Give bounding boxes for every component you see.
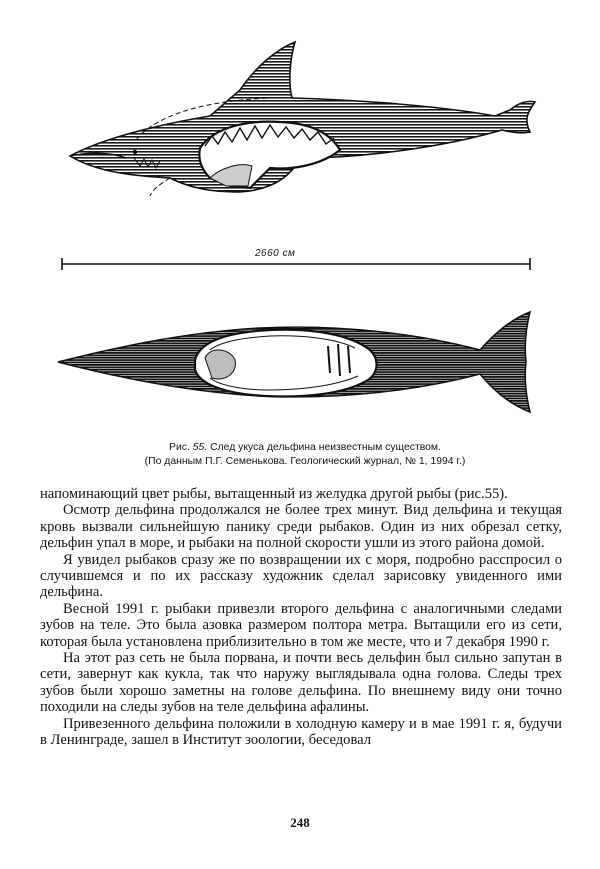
paragraph: Я увидел рыбаков сразу же по возвращении их с моря, подробно расспросил о случившемся и по их рассказу художник сделал зарисовку увиденного ими дельфина. bbox=[40, 551, 562, 601]
caption-title: След укуса дельфина неизвестным существом. bbox=[210, 442, 441, 453]
caption-source: (По данным П.Г. Семенькова. Геологический журнал, № 1, 1994 г.) bbox=[144, 456, 466, 467]
scale-label: 2660 см bbox=[255, 248, 296, 259]
scale-bar bbox=[62, 258, 530, 270]
dolphin-side-view bbox=[70, 42, 535, 196]
figure-55 bbox=[40, 28, 570, 438]
paragraph: Привезенного дельфина положили в холодную камеру и в мае 1991 г. я, будучи в Ленинграде, зашел в Институт зоологии, беседовал bbox=[40, 715, 562, 749]
caption-title-line bbox=[40, 441, 570, 455]
body-text bbox=[40, 486, 562, 749]
figure-caption bbox=[40, 441, 570, 469]
dolphin-illustration bbox=[40, 28, 570, 438]
caption-prefix: Рис. bbox=[169, 442, 190, 453]
page-number: 248 bbox=[290, 815, 310, 830]
paragraph: напоминающий цвет рыбы, вытащенный из желудка другой рыбы (рис.55). bbox=[40, 486, 508, 502]
caption-number: 55. bbox=[192, 442, 208, 453]
paragraph: Осмотр дельфина продолжался не более трех минут. Вид дельфина и текущая кровь вызвали сильнейшую панику среди рыбаков. Один из них обрезал сетку, дельфин упал в море, и рыбаки на полной скорости ушли из этого района домой. bbox=[40, 502, 562, 552]
dolphin-top-view bbox=[58, 312, 530, 412]
paragraph: Весной 1991 г. рыбаки привезли второго дельфина с аналогичными следами зубов на теле. Это была азовка размером полтора метра. Вытащили его из сети, которая была установлена приблизительно в том же месте, что и 7 декабря 1990 г. bbox=[40, 600, 562, 650]
paragraph: На этот раз сеть не была порвана, и почти весь дельфин был сильно запутан в сети, завернут как кукла, так что наружу выглядывала одна голова. Следы трех зубов были хорошо заметны на голове дельфина. По внешнему виду они точно походили на следы зубов на теле дельфина афалины. bbox=[40, 650, 562, 716]
